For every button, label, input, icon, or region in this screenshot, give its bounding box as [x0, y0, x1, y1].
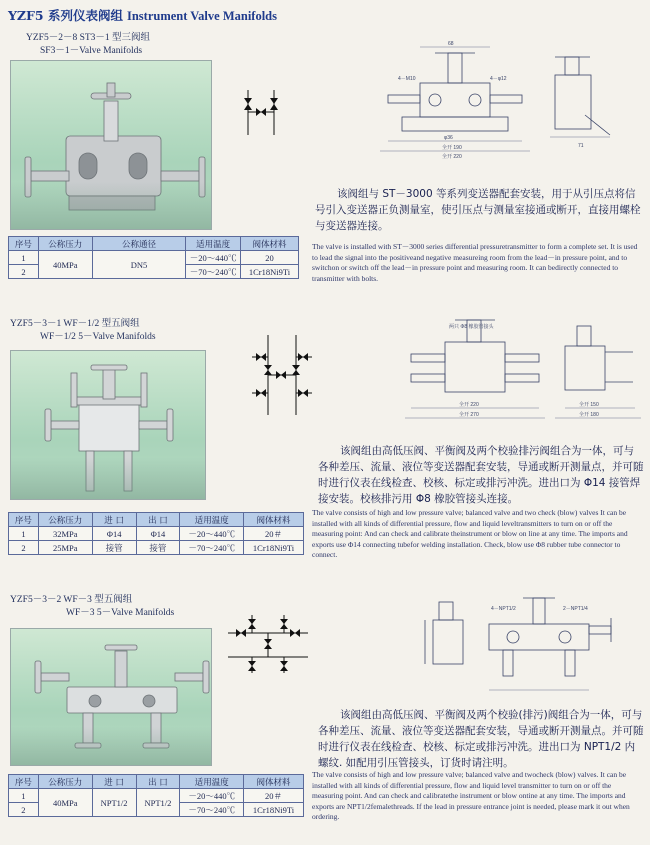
table-header: 公称通径 — [92, 237, 186, 251]
page-title-en: Instrument Valve Manifolds — [126, 9, 278, 23]
table-header: 序号 — [9, 513, 39, 527]
table-cell: 1Cr18Ni9Ti — [244, 541, 304, 555]
s1-label-71: 71 — [578, 143, 584, 149]
table-cell: 32MPa — [38, 527, 92, 541]
s1-label-phi12: 4－φ12 — [490, 76, 507, 82]
table-header: 阀体材料 — [244, 513, 304, 527]
table-header: 进 口 — [92, 513, 136, 527]
table-header: 阀体材料 — [241, 237, 299, 251]
section3-desc-zh: 该阀组由高低压阀、平衡阀及两个校验(排污)阀组合为一体，可与各种差压、流量、液位等变送器配套安装，导通或断开测量点。并可随时进行仪表在线检查、校核、标定或排污冲洗。进出口为 NPT1/2 内螺纹. 如配用引压管接头，订货时请注明。 — [318, 709, 644, 769]
section2-desc-zh: 该阀组由高低压阀、平衡阀及两个校验排污阀组合为一体，可与各种差压、流量、液位等变送器配套安装，导通或断开测量点，并可随时进行仪表在线检查、校核、标定或排污冲洗。进出口为 Φ14 接管焊接安装。校核排污用 Φ8 橡胶管接头连接。 — [318, 445, 644, 505]
table-row — [9, 251, 299, 265]
table-cell: Φ14 — [92, 527, 136, 541]
table-cell: 2 — [9, 803, 39, 817]
table-cell: －20～440℃ — [186, 251, 241, 265]
table-cell: 接管 — [136, 541, 180, 555]
section3-model-line1: YZF5－3－2 WF－3 型五阀组 — [10, 595, 133, 605]
section2-model-line1: YZF5－3－1 WF－1/2 型五阀组 — [10, 319, 140, 329]
section2-spec-table — [8, 512, 304, 555]
table-cell: －70～240℃ — [180, 541, 244, 555]
table-cell: NPT1/2 — [92, 789, 136, 817]
table-cell: 接管 — [92, 541, 136, 555]
table-header: 序号 — [9, 237, 39, 251]
table-row — [9, 789, 304, 803]
table-header: 适用温度 — [180, 513, 244, 527]
table-cell: Φ14 — [136, 527, 180, 541]
s2-label-220: 全开 220 — [459, 402, 479, 408]
section3-model-line2: WF－3 5－Valve Manifolds — [66, 608, 175, 618]
table-cell: 20＃ — [244, 527, 304, 541]
table-cell: 2 — [9, 541, 39, 555]
table-cell: 2 — [9, 265, 39, 279]
table-cell: NPT1/2 — [136, 789, 180, 817]
s2-label-180: 全开 180 — [579, 412, 599, 418]
table-row — [9, 527, 304, 541]
s3-label-npt12: 4－NPT1/2 — [491, 606, 516, 612]
section2-model-line2: WF－1/2 5－Valve Manifolds — [40, 332, 156, 342]
s1-label-68: 68 — [448, 41, 454, 47]
s1-label-m10: 4－M10 — [398, 76, 416, 82]
s2-label-rubber: 两只 Φ8 橡胶管接头 — [449, 324, 494, 330]
table-cell: －70～240℃ — [186, 265, 241, 279]
section2-model — [10, 318, 156, 344]
s1-label-220: 全开 220 — [442, 154, 462, 160]
section1-spec-table — [8, 236, 299, 279]
section2-desc-en: The valve consists of high and low pressure valve; balanced valve and two check (blow) valves It can be installed with all kinds of differential pressure, flow and liquid leveltransmitters to turn on or off the measuring point: And can check and calibrate theinstrument or blow on line at any time. The imports and exports use Φ14 connecting tubefor welding installation. Check, blow use Φ8 rubber tube connector to connect. — [312, 508, 628, 559]
section1-model-line2: SF3－1－Valve Manifolds — [40, 46, 143, 56]
table-header: 公称压力 — [38, 237, 92, 251]
section2-photo — [10, 350, 206, 500]
section1-photo — [10, 60, 212, 230]
section3-model — [10, 594, 174, 620]
section3-valve-symbol — [228, 615, 310, 675]
table-cell: 20＃ — [244, 789, 304, 803]
s2-label-270: 全开 270 — [459, 412, 479, 418]
section2-valve-symbol — [252, 335, 314, 417]
table-cell: 20 — [241, 251, 299, 265]
table-header: 进 口 — [92, 775, 136, 789]
section3-desc-en: The valve consists of high and low pressure valve; balanced valve and twocheck (blow) valves. It can be installed with all kinds of differential pressure, flow and liquid level transmitter to turn on or off the measuring point. And can check and calibratethe instrument or blow ontine at any time. The imports and exports are NPT1/2femalethreads. If the lead in pressure entrance joint is needed, please mark it out when ordering. — [312, 770, 630, 821]
table-cell: 40MPa — [38, 251, 92, 279]
section3-photo — [10, 628, 212, 766]
section3-spec-table — [8, 774, 304, 817]
section1-desc-en: The valve is installed with ST－3000 series differential pressuretransmitter to form a complete set. It is used to lead the signal into the positiveand negative measureing room from the lead－in pressure point, and to switchon or switch off the lead－in pressure point and measuring room. It can bedirectly connected to transmitter with bolts. — [312, 242, 638, 283]
table-cell: 40MPa — [38, 789, 92, 817]
table-header: 适用温度 — [180, 775, 244, 789]
s1-label-190: 全开 190 — [442, 145, 462, 151]
page-title-zh: YZF5 系列仪表阀组 — [8, 8, 123, 23]
table-cell: 1 — [9, 527, 39, 541]
table-header: 序号 — [9, 775, 39, 789]
s2-label-150: 全开 150 — [579, 402, 599, 408]
s1-label-phi36: φ36 — [444, 135, 453, 141]
table-cell: －20～440℃ — [180, 789, 244, 803]
table-cell: DN5 — [92, 251, 186, 279]
section1-model — [26, 32, 150, 58]
table-header: 公称压力 — [38, 513, 92, 527]
section1-valve-symbol — [240, 90, 282, 140]
table-cell: －70～240℃ — [180, 803, 244, 817]
section2-technical-drawing — [405, 312, 645, 434]
table-header: 出 口 — [136, 513, 180, 527]
table-header: 适用温度 — [186, 237, 241, 251]
table-header: 阀体材料 — [244, 775, 304, 789]
section1-technical-drawing — [380, 41, 630, 165]
section3-technical-drawing — [405, 590, 645, 700]
table-cell: 1Cr18Ni9Ti — [241, 265, 299, 279]
s3-label-npt14: 2－NPT1/4 — [563, 606, 588, 612]
table-cell: －20～440℃ — [180, 527, 244, 541]
table-header: 出 口 — [136, 775, 180, 789]
table-row — [9, 541, 304, 555]
table-cell: 1 — [9, 251, 39, 265]
table-header: 公称压力 — [38, 775, 92, 789]
table-cell: 1 — [9, 789, 39, 803]
table-cell: 25MPa — [38, 541, 92, 555]
page-title — [8, 6, 277, 24]
table-cell: 1Cr18Ni9Ti — [244, 803, 304, 817]
section1-desc-zh: 该阀组与 ST－3000 等系列变送器配套安装，用于从引压点将信号引入变送器正负测量室，使引压点与测量室接通或断开，直接用螺栓与变送器连接。 — [315, 188, 641, 232]
section1-model-line1: YZF5－2－8 ST3－1 型三阀组 — [26, 33, 151, 43]
